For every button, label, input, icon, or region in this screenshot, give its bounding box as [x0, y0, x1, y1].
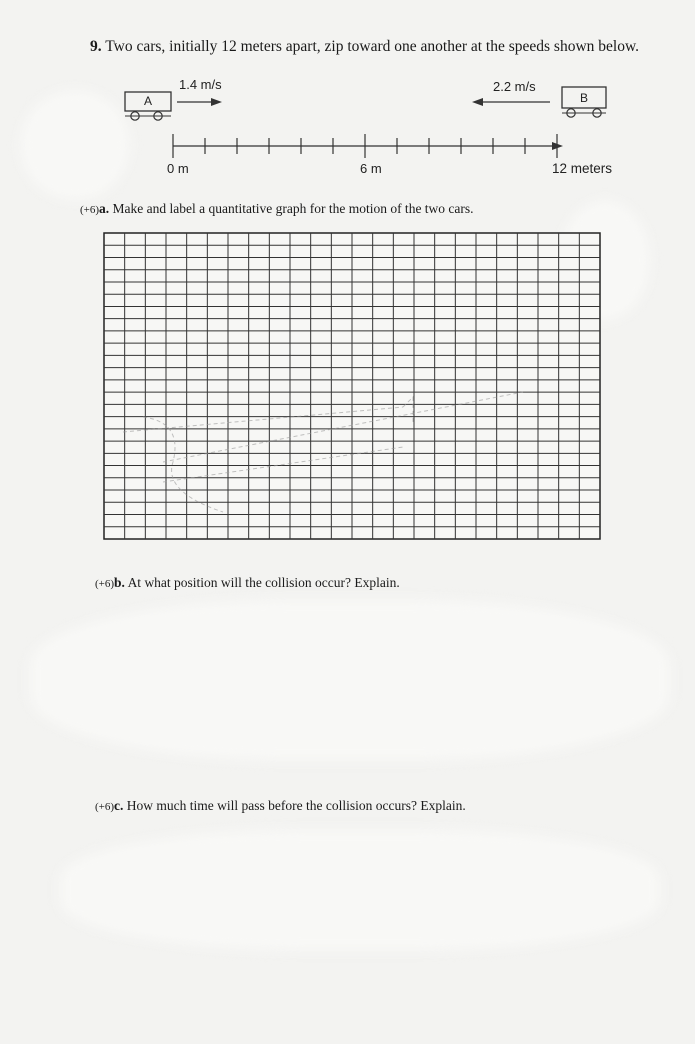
car-b	[562, 87, 606, 117]
part-c-points: (+6)	[95, 801, 115, 813]
question-header	[90, 38, 639, 56]
scan-blotch	[60, 830, 660, 950]
scale-middle-label: 6 m	[360, 161, 382, 176]
car-a-speed: 1.4 m/s	[179, 77, 222, 92]
part-c	[95, 798, 466, 814]
part-b	[95, 575, 400, 591]
graph-paper[interactable]	[103, 232, 601, 540]
part-b-points: (+6)	[95, 578, 115, 590]
scan-blotch	[30, 600, 670, 760]
part-b-text: At what position will the collision occur? Explain.	[127, 575, 400, 590]
car-b-arrow-icon	[472, 98, 550, 106]
part-c-letter: c.	[114, 798, 124, 813]
part-b-letter: b.	[114, 575, 125, 590]
car-a	[125, 92, 171, 120]
part-a-points: (+6)	[80, 204, 100, 216]
part-c-text: How much time will pass before the collision occurs? Explain.	[126, 798, 466, 813]
part-a-text: Make and label a quantitative graph for the motion of the two cars.	[112, 201, 474, 216]
distance-scale	[173, 134, 563, 158]
car-a-label: A	[144, 94, 153, 108]
cars-diagram	[0, 70, 695, 190]
question-number: 9.	[90, 38, 102, 55]
scale-start-label: 0 m	[167, 161, 189, 176]
part-a-letter: a.	[99, 201, 110, 216]
part-a	[80, 201, 474, 217]
car-a-arrow-icon	[177, 98, 222, 106]
question-text: Two cars, initially 12 meters apart, zip toward one another at the speeds shown below.	[105, 38, 640, 55]
car-b-label: B	[580, 91, 589, 105]
car-b-speed: 2.2 m/s	[493, 79, 536, 94]
scale-end-label: 12 meters	[552, 161, 613, 176]
